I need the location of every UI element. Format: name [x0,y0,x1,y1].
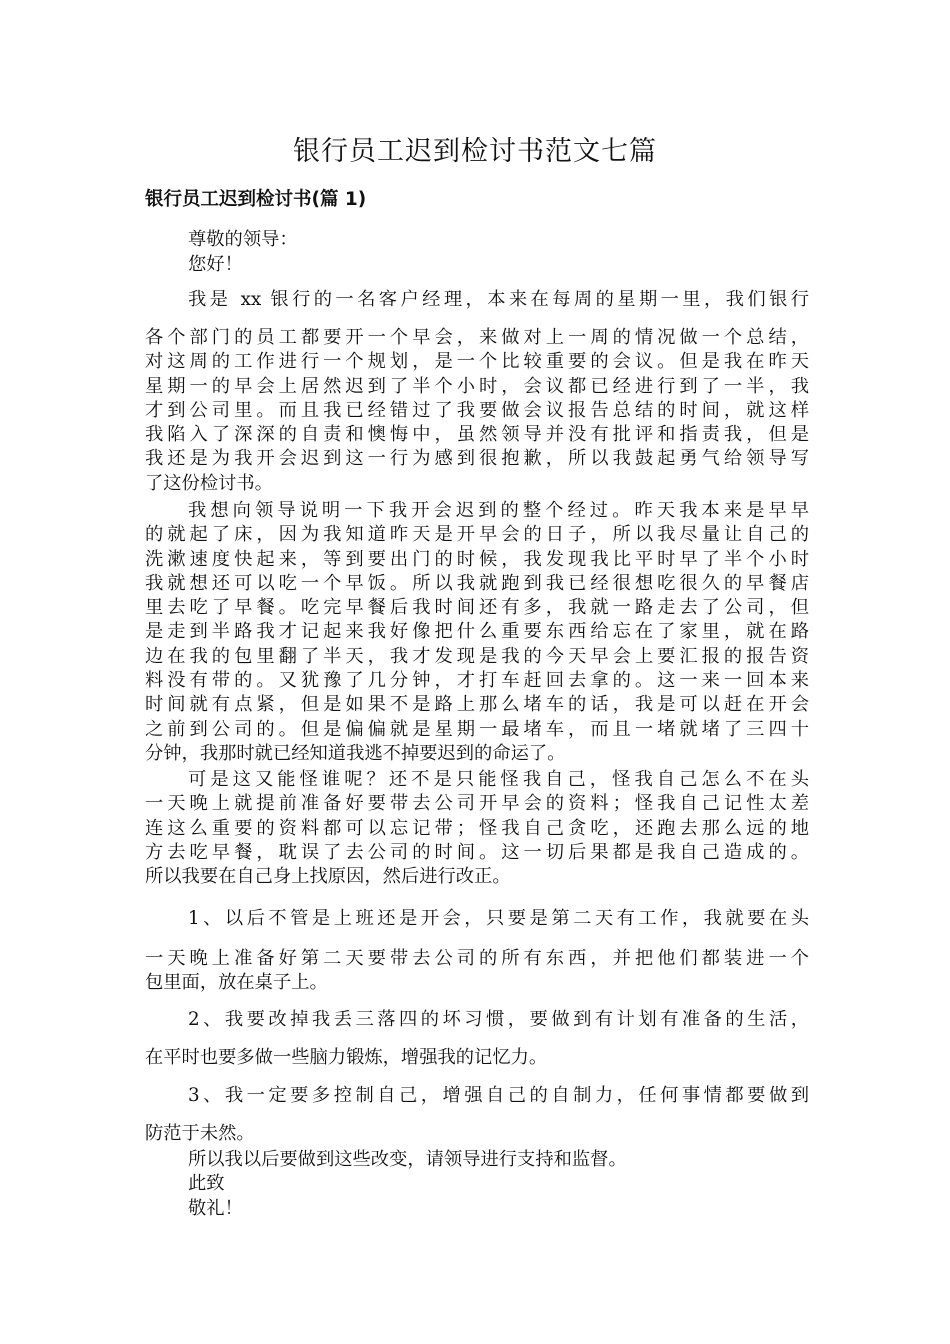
document-title: 银行员工迟到检讨书范文七篇 [293,136,657,167]
list-item-1-first-line [145,907,809,931]
greeting: 您好！ [188,254,243,275]
text-line: 一天晚上准备好第二天要带去公司的所有东西，并把他们都装进一个 [145,948,809,969]
text-line: 洗漱速度快起来，等到要出门的时候，我发现我比平时早了半个小时 [145,548,809,570]
text-line: 星期一的早会上居然迟到了半个小时，会议都已经进行到了一半，我 [145,375,809,397]
closing-paragraph: 所以我以后要做到这些改变，请领导进行支持和监督。 [188,1149,627,1170]
text-line: 里去吃了早餐。吃完早餐后我时间还有多，我就一路走去了公司，但 [145,597,809,619]
text-line: 包里面，放在桌子上。 [145,972,328,994]
paragraph-1 [145,326,809,496]
salutation: 尊敬的领导： [188,229,298,250]
text-line: 我就想还可以吃一个早饭。所以我就跑到我已经很想吃很久的早餐店 [145,572,809,594]
text-line: 分钟，我那时就已经知道我逃不掉要迟到的命运了。 [145,742,566,764]
text-line: 3、我一定要多控制自己，增强自己的自制力，任何事情都要做到 [188,1085,809,1106]
list-item-2-first-line [145,1008,809,1032]
text-line: 边在我的包里翻了半天，我才发现是我的今天早会上要汇报的报告资 [145,645,809,667]
text-line: 对这周的工作进行一个规划，是一个比较重要的会议。但是我在昨天 [145,351,809,373]
text-line: 我是 xx 银行的一名客户经理，本来在每周的星期一里，我们银行 [188,289,809,310]
text-line: 我想向领导说明一下我开会迟到的整个经过。昨天我本来是早早 [188,500,809,521]
text-line: 在平时也要多做一些脑力锻炼，增强我的记忆力。 [145,1047,548,1068]
closing-phrase: 此致 [188,1173,225,1194]
text-line: 1、以后不管是上班还是开会，只要是第二天有工作，我就要在头 [188,908,809,929]
text-line: 才到公司里。而且我已经错过了我要做会议报告总结的时间，就这样 [145,399,809,421]
text-line: 可是这又能怪谁呢？还不是只能怪我自己，怪我自己怎么不在头 [188,769,809,790]
paragraph-1-first-line [145,288,809,312]
text-line: 所以我要在自己身上找原因，然后进行改正。 [145,866,511,888]
text-line: 是走到半路我才记起来我好像把什么重要东西给忘在了家里，就在路 [145,621,809,643]
text-line: 了这份检讨书。 [145,472,273,494]
closing-salute: 敬礼！ [188,1198,243,1219]
text-line: 方去吃早餐，耽误了去公司的时间。这一切后果都是我自己造成的。 [145,841,809,863]
paragraph-3 [145,768,809,889]
list-item-3-first-line [145,1084,809,1108]
paragraph-2 [145,499,809,766]
text-line: 各个部门的员工都要开一个早会，来做对上一周的情况做一个总结， [145,327,809,348]
list-item-2 [145,1046,809,1070]
list-item-1 [145,947,809,996]
list-item-3 [145,1122,809,1146]
text-line: 时间就有点紧，但是如果不是路上那么堵车的话，我是可以赶在开会 [145,694,809,716]
text-line: 之前到公司的。但是偏偏就是星期一最堵车，而且一堵就堵了三四十 [145,718,809,740]
text-line: 的就起了床，因为我知道昨天是开早会的日子，所以我尽量让自己的 [145,524,809,546]
text-line: 我陷入了深深的自责和懊悔中，虽然领导并没有批评和指责我，但是 [145,424,809,446]
text-line: 我还是为我开会迟到这一行为感到很抱歉，所以我鼓起勇气给领导写 [145,448,809,470]
text-line: 防范于未然。 [145,1123,255,1144]
text-line: 一天晚上就提前准备好要带去公司开早会的资料；怪我自己记性太差 [145,793,809,815]
text-line: 连这么重要的资料都可以忘记带；怪我自己贪吃，还跑去那么远的地 [145,817,809,839]
section-heading: 银行员工迟到检讨书(篇 1) [145,189,367,210]
text-line: 2、我要改掉我丢三落四的坏习惯，要做到有计划有准备的生活， [188,1009,809,1030]
text-line: 料没有带的。又犹豫了几分钟，才打车赶回去拿的。这一来一回本来 [145,670,809,692]
